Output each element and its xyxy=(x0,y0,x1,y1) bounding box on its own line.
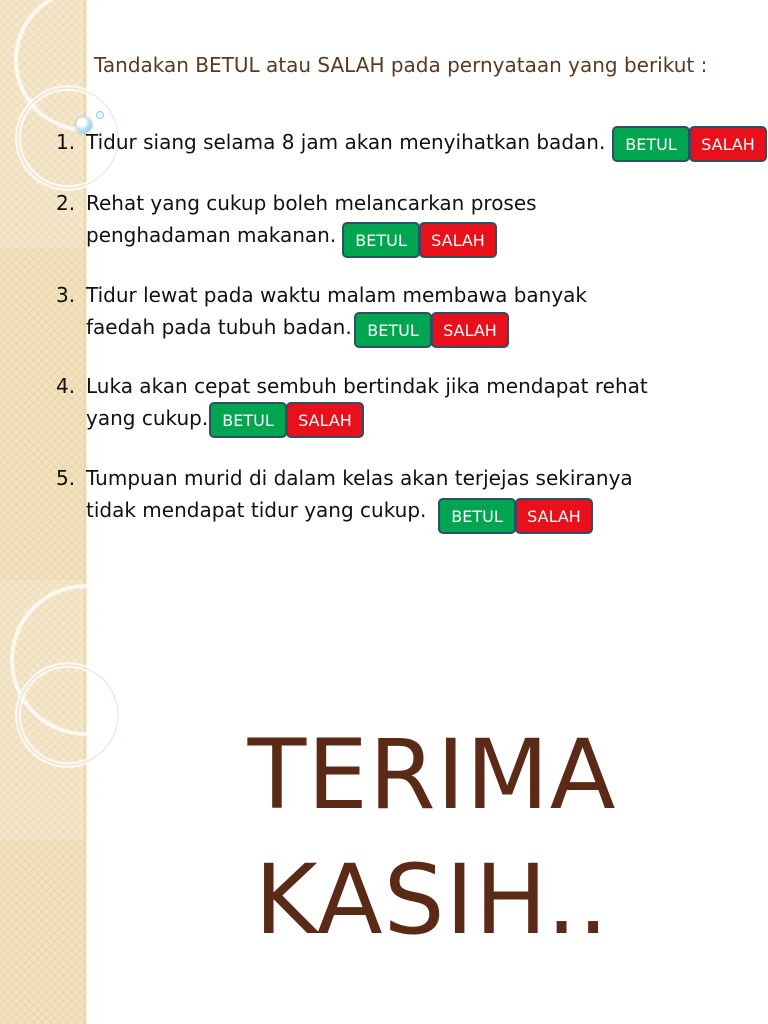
question-number: 5. xyxy=(56,466,76,490)
question-text: Luka akan cepat sembuh bertindak jika mendapat rehat xyxy=(86,374,648,398)
answer-buttons-3 xyxy=(354,312,509,348)
question-text: Tidur siang selama 8 jam akan menyihatkan badan. xyxy=(86,130,606,154)
question-number: 1. xyxy=(56,130,76,154)
question-text: Rehat yang cukup boleh melancarkan proses xyxy=(86,191,537,215)
question-text: penghadaman makanan. xyxy=(86,223,337,247)
answer-buttons-1 xyxy=(612,126,767,162)
page-title: Tandakan BETUL atau SALAH pada pernyataan yang berikut : xyxy=(94,53,708,77)
betul-button[interactable]: BETUL xyxy=(612,126,690,162)
betul-button[interactable]: BETUL xyxy=(342,222,420,258)
question-text: tidak mendapat tidur yang cukup. xyxy=(86,498,427,522)
salah-button[interactable]: SALAH xyxy=(286,402,364,438)
question-text: Tidur lewat pada waktu malam membawa banyak xyxy=(86,283,587,307)
betul-button[interactable]: BETUL xyxy=(354,312,432,348)
question-text: yang cukup. xyxy=(86,406,209,430)
answer-buttons-4 xyxy=(209,402,364,438)
question-number: 3. xyxy=(56,283,76,307)
question-text: Tumpuan murid di dalam kelas akan terjejas sekiranya xyxy=(86,466,633,490)
betul-button[interactable]: BETUL xyxy=(438,498,516,534)
question-text: faedah pada tubuh badan. xyxy=(86,315,352,339)
betul-button[interactable]: BETUL xyxy=(209,402,287,438)
answer-buttons-2 xyxy=(342,222,497,258)
salah-button[interactable]: SALAH xyxy=(419,222,497,258)
closing-line-2: KASIH.. xyxy=(254,844,610,956)
answer-buttons-5 xyxy=(438,498,593,534)
question-number: 4. xyxy=(56,374,76,398)
small-ring-icon xyxy=(96,111,104,119)
salah-button[interactable]: SALAH xyxy=(689,126,767,162)
question-number: 2. xyxy=(56,191,76,215)
salah-button[interactable]: SALAH xyxy=(515,498,593,534)
closing-line-1: TERIMA xyxy=(247,719,617,831)
salah-button[interactable]: SALAH xyxy=(431,312,509,348)
